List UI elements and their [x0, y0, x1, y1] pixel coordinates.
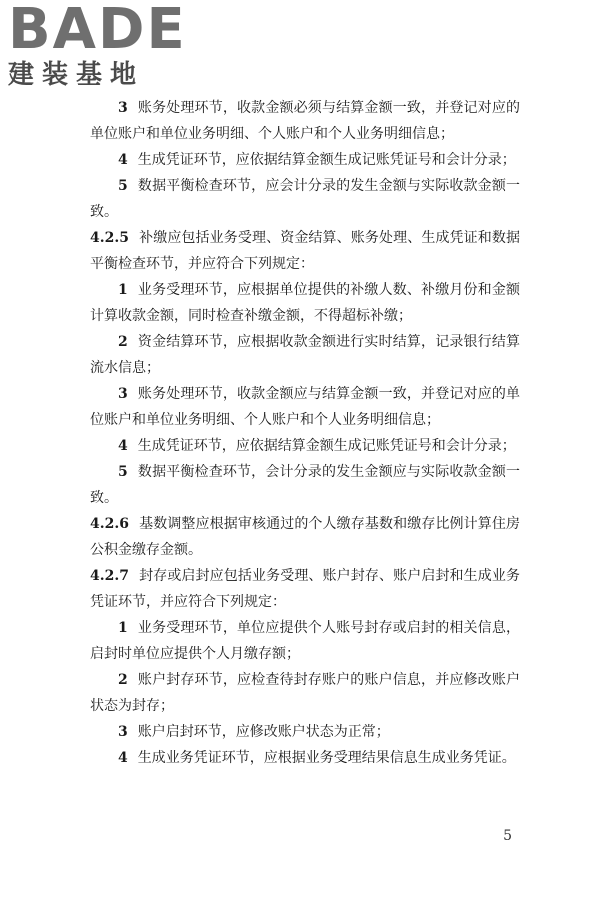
clause-text: 补缴应包括业务受理、资金结算、账务处理、生成凭证和数据平衡检查环节，并应符合下列规定：	[90, 230, 520, 272]
clause-paragraph	[90, 381, 520, 433]
clause-text: 业务受理环节，单位应提供个人账号封存或启封的相关信息，启封时单位应提供个人月缴存额；	[90, 620, 520, 662]
clause-number: 4.2.5	[90, 230, 129, 246]
clause-text: 数据平衡检查环节，会计分录的发生金额应与实际收款金额一致。	[90, 464, 520, 506]
clause-paragraph	[90, 719, 520, 745]
clause-text: 基数调整应根据审核通过的个人缴存基数和缴存比例计算住房公积金缴存金额。	[90, 516, 520, 558]
clause-number: 4.2.7	[90, 568, 129, 584]
clause-number: 4	[118, 750, 128, 766]
clause-text: 数据平衡检查环节，应会计分录的发生金额与实际收款金额一致。	[90, 178, 520, 220]
clause-number: 3	[118, 100, 128, 116]
clause-number: 5	[118, 464, 128, 480]
clause-paragraph	[90, 745, 520, 771]
clause-number: 3	[118, 386, 128, 402]
clause-text: 封存或启封应包括业务受理、账户封存、账户启封和生成业务凭证环节，并应符合下列规定：	[90, 568, 520, 610]
clause-paragraph	[90, 329, 520, 381]
logo-subtitle: 建装基地	[8, 60, 145, 90]
clause-number: 5	[118, 178, 128, 194]
page-number: 5	[503, 828, 512, 844]
clause-text: 资金结算环节，应根据收款金额进行实时结算，记录银行结算流水信息；	[90, 334, 520, 376]
clause-number: 2	[118, 672, 128, 688]
clause-paragraph	[90, 511, 520, 563]
clause-paragraph	[90, 277, 520, 329]
clause-paragraph	[90, 147, 520, 173]
clause-paragraph	[90, 459, 520, 511]
document-body	[90, 95, 520, 771]
clause-paragraph	[90, 615, 520, 667]
clause-paragraph	[90, 173, 520, 225]
clause-paragraph	[90, 667, 520, 719]
logo-text: BADE	[8, 0, 187, 62]
bade-logo	[8, 0, 187, 90]
clause-text: 生成业务凭证环节，应根据业务受理结果信息生成业务凭证。	[137, 750, 516, 766]
clause-text: 业务受理环节，应根据单位提供的补缴人数、补缴月份和金额计算收款金额，同时检查补缴金额，不得超标补缴；	[90, 282, 520, 324]
clause-number: 3	[118, 724, 128, 740]
clause-text: 账户封存环节，应检查待封存账户的账户信息，并应修改账户状态为封存；	[90, 672, 520, 714]
clause-text: 账户启封环节，应修改账户状态为正常；	[137, 724, 390, 740]
clause-number: 4	[118, 152, 128, 168]
clause-text: 账务处理环节，收款金额必须与结算金额一致，并登记对应的单位账户和单位业务明细、个人账户和个人业务明细信息；	[90, 100, 520, 142]
clause-number: 1	[118, 620, 128, 636]
clause-number: 2	[118, 334, 128, 350]
clause-text: 生成凭证环节，应依据结算金额生成记账凭证号和会计分录；	[137, 152, 516, 168]
clause-paragraph	[90, 433, 520, 459]
clause-paragraph	[90, 563, 520, 615]
clause-text: 生成凭证环节，应依据结算金额生成记账凭证号和会计分录；	[137, 438, 516, 454]
clause-number: 4.2.6	[90, 516, 129, 532]
clause-number: 4	[118, 438, 128, 454]
clause-paragraph	[90, 95, 520, 147]
clause-paragraph	[90, 225, 520, 277]
clause-text: 账务处理环节，收款金额应与结算金额一致，并登记对应的单位账户和单位业务明细、个人账户和个人业务明细信息；	[90, 386, 520, 428]
clause-number: 1	[118, 282, 128, 298]
